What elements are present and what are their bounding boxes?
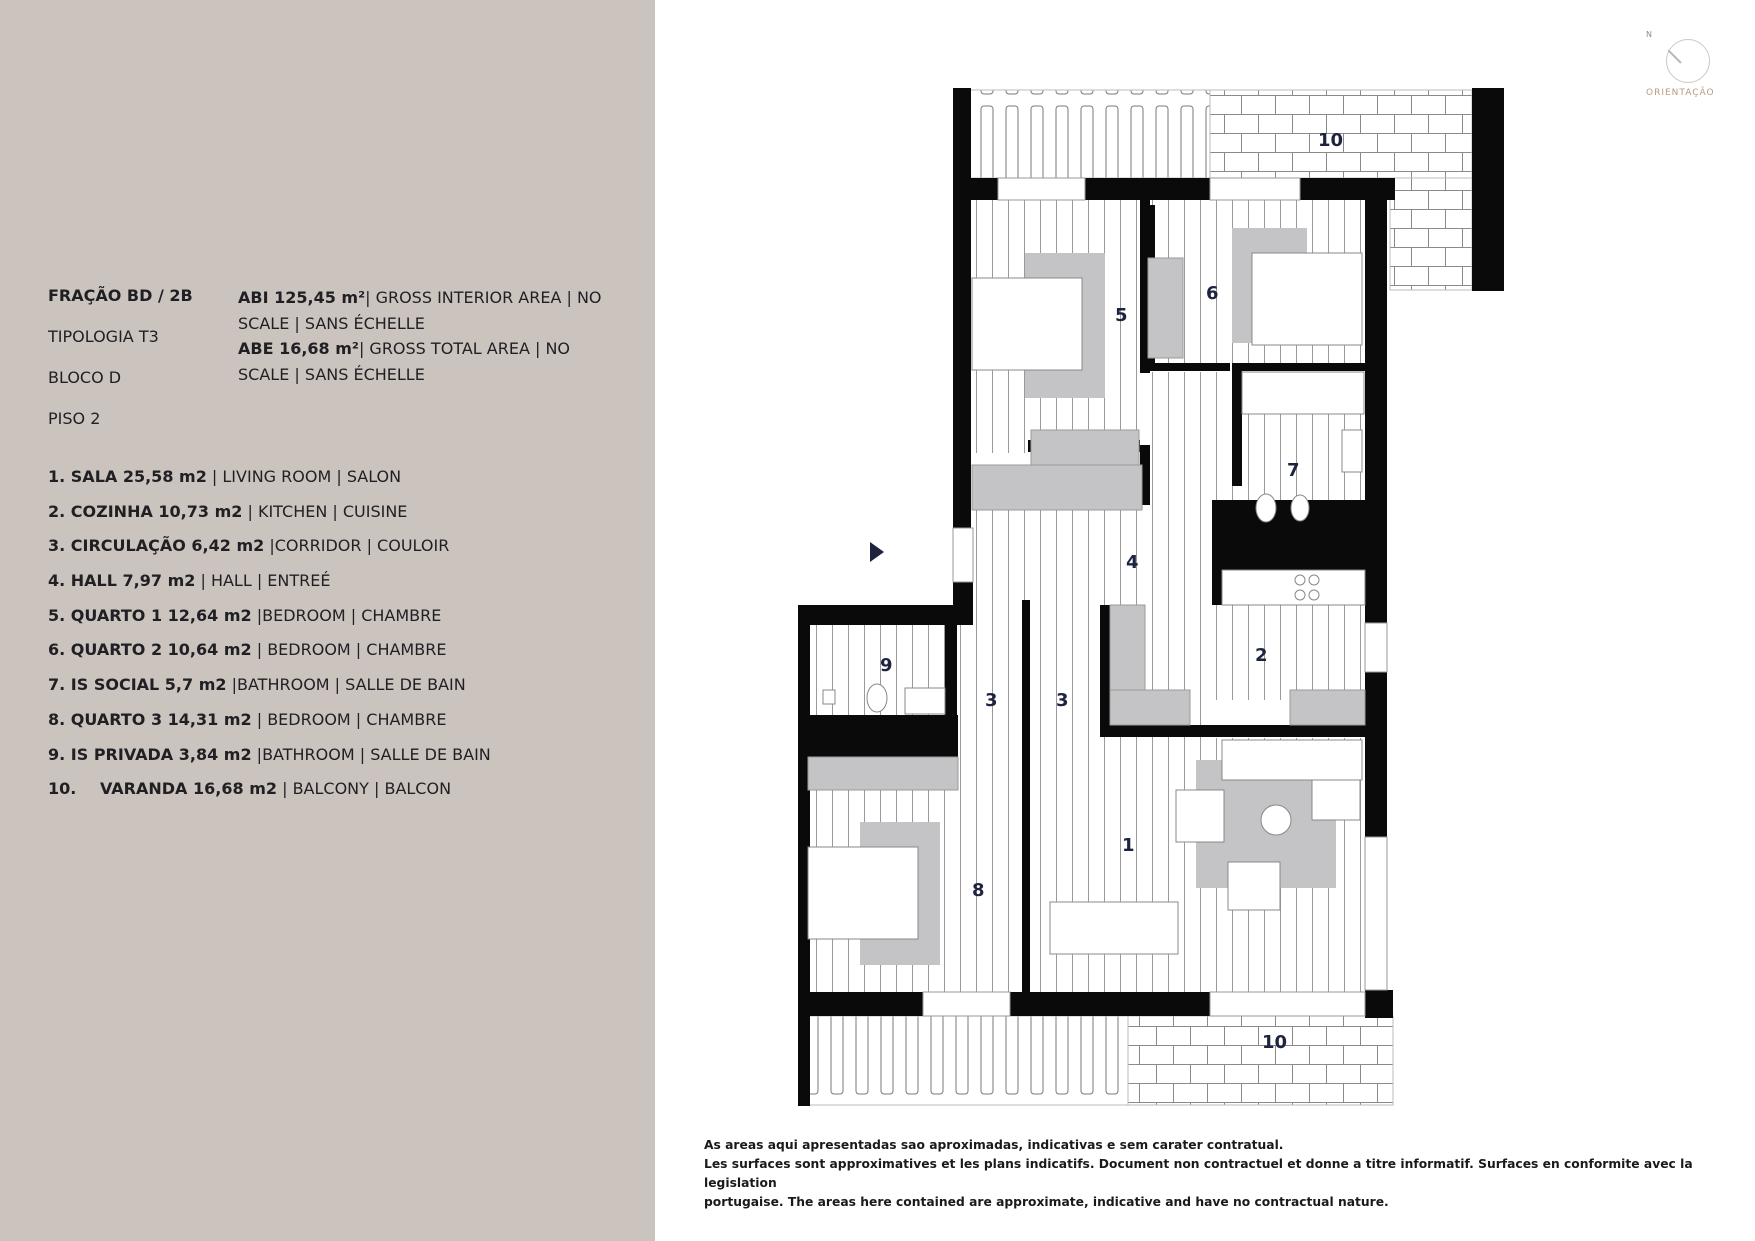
room-item-10: 10. VARANDA 16,68 m2 | BALCONY | BALCON <box>48 779 452 799</box>
room-item-5: 5. QUARTO 1 12,64 m2 |BEDROOM | CHAMBRE <box>48 605 442 625</box>
room-label-5: 5 <box>1115 305 1128 326</box>
entrance-arrow-icon <box>870 542 884 562</box>
room-label-4: 4 <box>1126 552 1139 573</box>
block-label: BLOCO D <box>48 368 122 387</box>
room-item-6: 6. QUARTO 2 10,64 m2 | BEDROOM | CHAMBRE <box>48 640 447 660</box>
room-item-3: 3. CIRCULAÇÃO 6,42 m2 |CORRIDOR | COULOIR <box>48 536 450 556</box>
fraction-label: FRAÇÃO BD / 2B <box>48 286 193 305</box>
abi-area: ABI 125,45 m²| GROSS INTERIOR AREA | NO SCALE | SANS ÉCHELLE <box>238 288 602 333</box>
orientation-label: ORIENTAÇÃO <box>1646 88 1715 98</box>
compass-circle-icon <box>1666 39 1710 83</box>
room-label-3b: 3 <box>1056 690 1069 711</box>
room-label-10-top: 10 <box>1318 130 1344 151</box>
abe-area: ABE 16,68 m²| GROSS TOTAL AREA | NO SCALE | SANS ÉCHELLE <box>238 339 571 384</box>
room-item-1: 1. SALA 25,58 m2 | LIVING ROOM | SALON <box>48 467 402 486</box>
room-label-2: 2 <box>1255 645 1268 666</box>
balcony-bottom <box>798 1016 1393 1106</box>
room-item-2: 2. COZINHA 10,73 m2 | KITCHEN | CUISINE <box>48 501 408 521</box>
compass <box>1642 30 1732 105</box>
disclaimer-line-1: As areas aqui apresentadas sao aproximadas, indicativas e sem carater contratual. <box>704 1138 1284 1152</box>
room-item-4: 4. HALL 7,97 m2 | HALL | ENTREÉ <box>48 571 331 591</box>
room-item-9: 9. IS PRIVADA 3,84 m2 |BATHROOM | SALLE DE BAIN <box>48 744 491 764</box>
kitchen-counter <box>1222 570 1365 605</box>
room-label-7: 7 <box>1287 460 1300 481</box>
room-label-1: 1 <box>1122 835 1135 856</box>
floor-label: PISO 2 <box>48 409 101 428</box>
room-item-7: 7. IS SOCIAL 5,7 m2 |BATHROOM | SALLE DE BAIN <box>48 675 466 695</box>
north-label: N <box>1646 30 1652 39</box>
disclaimer <box>704 1136 1704 1212</box>
disclaimer-line-2: Les surfaces sont approximatives et les plans indicatifs. Document non contractuel et donne a titre informatif. Surfaces en conformite avec la legislation <box>704 1157 1693 1190</box>
room-label-8: 8 <box>972 880 985 901</box>
room-item-8: 8. QUARTO 3 14,31 m2 | BEDROOM | CHAMBRE <box>48 709 447 729</box>
room-label-9: 9 <box>880 655 893 676</box>
disclaimer-line-3: portugaise. The areas here contained are approximate, indicative and have no contractual nature. <box>704 1195 1389 1209</box>
room-label-10-bottom: 10 <box>1262 1032 1288 1053</box>
room-label-3a: 3 <box>985 690 998 711</box>
typology-label: TIPOLOGIA T3 <box>48 327 159 346</box>
room-label-6: 6 <box>1206 283 1219 304</box>
